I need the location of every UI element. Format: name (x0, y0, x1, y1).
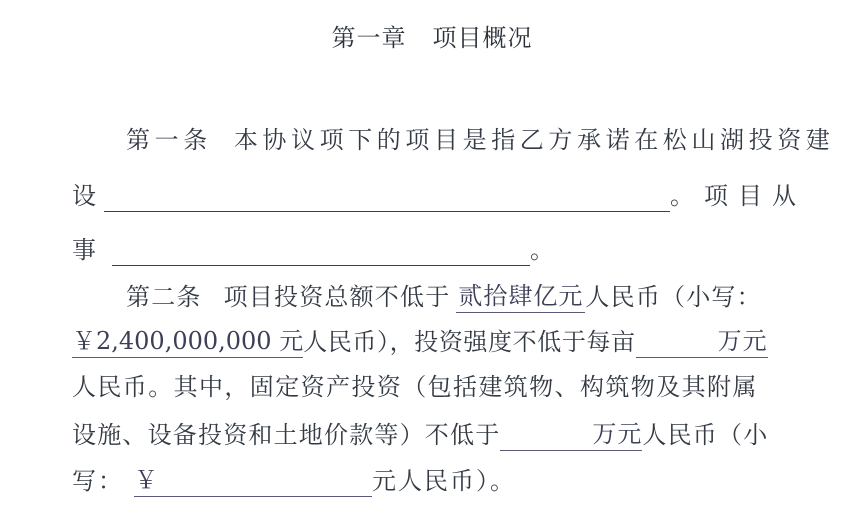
article1-line2 (72, 180, 806, 212)
article2-line4 (72, 418, 768, 451)
article2-text-c: 人民币），投资强度不低于每亩 (303, 328, 636, 356)
article1-text-cont: 设 (72, 182, 96, 210)
chapter-heading (0, 18, 864, 53)
article2-line1 (126, 280, 762, 313)
article2-text-h: 元人民币）。 (372, 467, 516, 495)
article1-line1 (126, 124, 834, 156)
article2-text-g: 写： (72, 467, 124, 495)
fixed-asset-investment-field[interactable] (500, 418, 642, 451)
fixed-asset-figure-field[interactable] (134, 464, 372, 497)
article2-text: 项目投资总额不低于 (223, 283, 451, 311)
article2-line3 (72, 371, 758, 403)
currency-symbol: ￥ (134, 466, 158, 494)
project-scope-blank[interactable] (112, 237, 530, 266)
article2-text-d: 人民币。其中，固定资产投资（包括建筑物、构筑物及其附属 (72, 373, 758, 401)
article1-text: 本协议项下的项目是指乙方承诺在松山湖投资建 (233, 126, 835, 154)
article1-label: 第一条 (126, 126, 212, 154)
article2-line2 (72, 325, 768, 358)
article2-text-f: 人民币（小 (642, 421, 769, 449)
article2-text-e: 设施、设备投资和土地价款等）不低于 (72, 421, 501, 449)
chapter-number: 第一章 (331, 24, 407, 52)
article2-text-b: 人民币（小写： (585, 283, 762, 311)
article1-period: 。 (530, 236, 554, 264)
total-investment-words: 贰拾肆亿元 (456, 280, 585, 313)
article1-line3 (72, 234, 554, 266)
project-name-blank[interactable] (104, 183, 670, 212)
article2-line5 (72, 464, 516, 497)
article1-text-cont2: 。项目从 (670, 182, 806, 210)
investment-intensity-field[interactable] (636, 325, 768, 358)
article1-text-cont3: 事 (72, 236, 96, 264)
fixed-asset-unit: 万元 (592, 420, 643, 448)
article2-label: 第二条 (126, 283, 202, 311)
investment-intensity-unit: 万元 (717, 327, 768, 355)
total-investment-figure: ￥2,400,000,000 元 (72, 325, 303, 358)
chapter-title: 项目概况 (432, 24, 533, 52)
